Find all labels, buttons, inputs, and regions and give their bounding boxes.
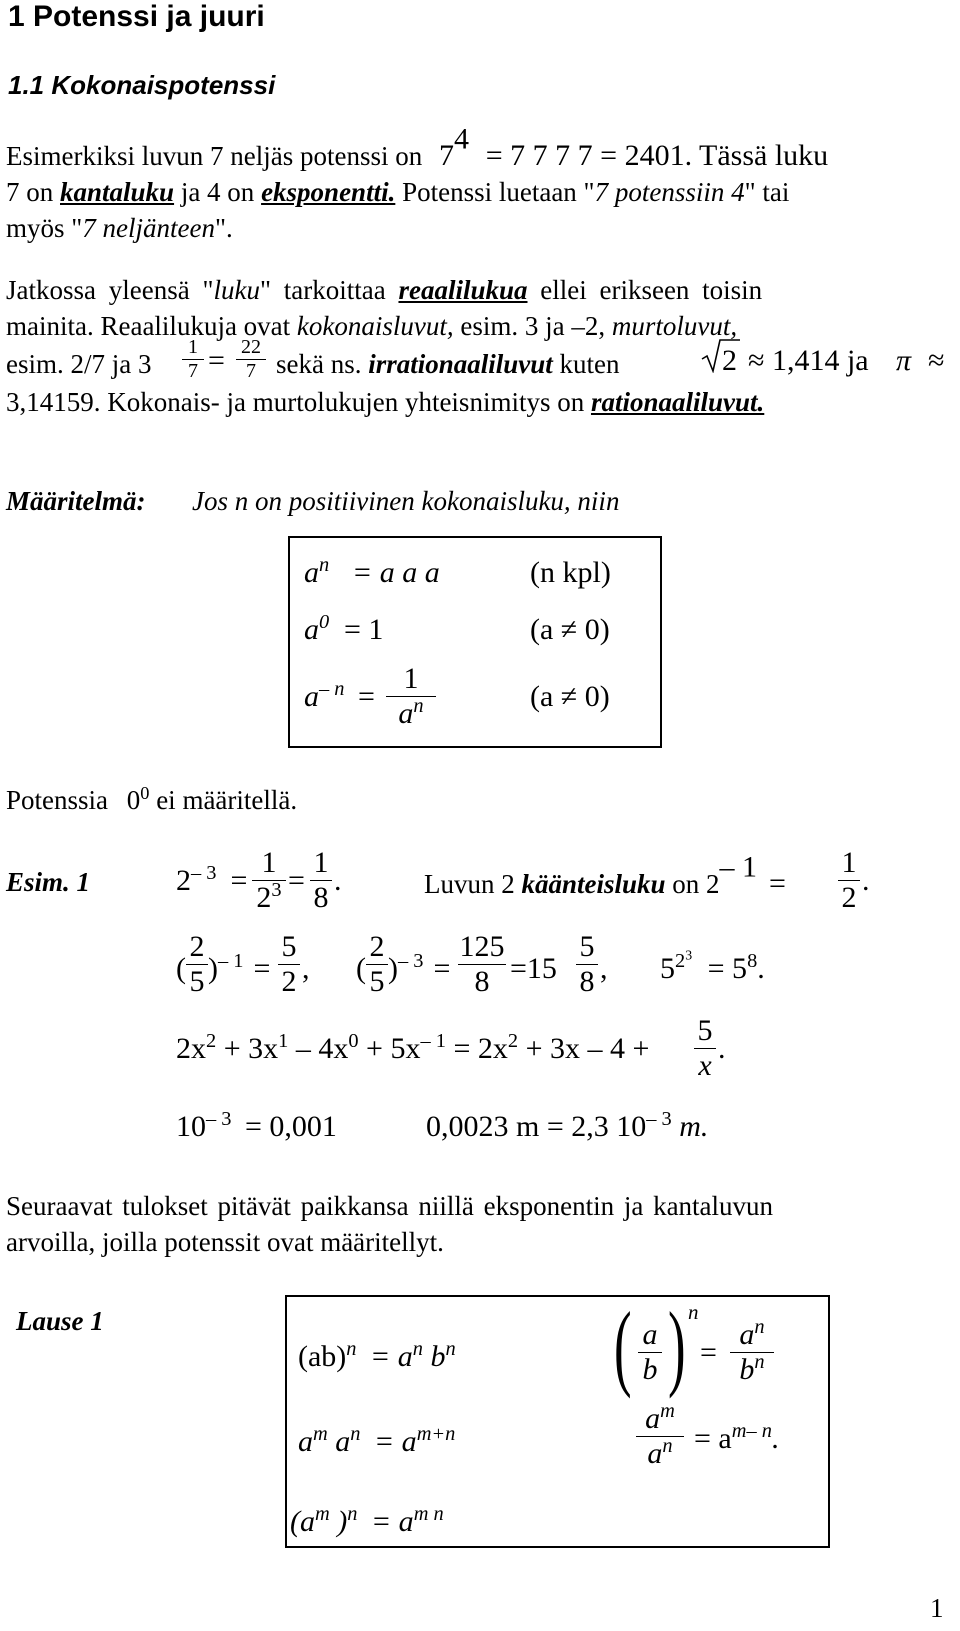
thm-bracket-close: ) xyxy=(668,1292,686,1399)
ex2-comma-2: , xyxy=(600,952,608,985)
ex2-frac-4: $\frac{125}{8}$ xyxy=(459,930,505,998)
term-eksponentti: eksponentti. xyxy=(261,177,396,207)
theorem-label: Lause 1 xyxy=(16,1306,104,1336)
term-kaanteisluku: käänteisluku xyxy=(521,869,666,899)
section-heading: 1.1 Kokonaispotenssi xyxy=(8,70,276,100)
intro-line-2: 7 on kantaluku ja 4 on eksponentti. Potenssi luetaan "7 potenssiin 4" tai xyxy=(6,177,790,207)
follow-line-2: arvoilla, joilla potenssit ovat määritellyt. xyxy=(6,1227,444,1257)
term-kantaluku: kantaluku xyxy=(60,177,175,207)
intro-line-3: myös "7 neljänteen". xyxy=(6,213,233,243)
def-row3-eq: = xyxy=(358,680,375,713)
def-row3-cond: (a ≠ 0) xyxy=(530,680,610,713)
ex1-eq2: = xyxy=(288,864,305,897)
ex2-paren-close-1: )$^{- 1}$ = xyxy=(208,949,271,985)
thm-quotient-eq: = xyxy=(700,1336,717,1369)
thm-product-power: $(ab)^n = a^n$ $b^n$ xyxy=(298,1337,456,1373)
def-row1-rhs: = a a a xyxy=(352,556,440,589)
ex1-text: Luvun 2 käänteisluku on $2^{- 1}$ = xyxy=(424,850,786,900)
reals-line-3a: esim. 2/7 ja 3 xyxy=(6,349,152,379)
reals-line-2: mainita. Reaalilukuja ovat kokonaisluvut, esim. 3 ja –2, murtoluvut, xyxy=(6,311,738,341)
equals-sign: = xyxy=(208,344,225,377)
follow-line-1: Seuraavat tulokset pitävät paikkansa niillä eksponentin ja kantaluvun xyxy=(6,1191,774,1221)
definition-label: Määritelmä: xyxy=(6,486,146,516)
def-row2-lhs: $a^0$ xyxy=(304,610,330,646)
def-row2-rhs: = 1 xyxy=(344,613,384,646)
ex2-frac-2: $\frac{5}{2}$ xyxy=(278,930,300,999)
ex1-fraction-2: $\frac{1}{8}$ xyxy=(310,846,332,915)
ex4-expression-1: $10^{- 3} = 0,001$ xyxy=(176,1107,337,1143)
sqrt-argument: 2 xyxy=(722,344,737,377)
term-rationaaliluvut: rationaaliluvut. xyxy=(590,387,765,417)
ex2-paren-open-2: ( xyxy=(356,952,366,985)
def-row3-fraction: $\frac{1}{a^n}$ xyxy=(386,662,436,731)
ex3-expression: $2x^2 + 3x^1 - 4x^0 + 5x^{- 1} = 2x^2 + 3x - 4$ + xyxy=(176,1029,650,1065)
thm-quotient-result: $\frac{a^n}{b^n}$ xyxy=(730,1318,774,1387)
ex3-fraction: $\frac{5}{x}$ xyxy=(694,1014,716,1083)
chapter-heading: 1 Potenssi ja juuri xyxy=(8,0,265,33)
fraction-22-7: $\frac{22}{7}$ xyxy=(236,336,266,383)
ex1-fraction-3: $\frac{1}{2}$ xyxy=(838,846,860,915)
pi-symbol: π xyxy=(896,344,912,377)
thm-product-same-base: $a^m$ $a^n = a^{m+n}$ xyxy=(298,1422,456,1458)
thm-bracket-open: ( xyxy=(614,1292,632,1399)
def-row1-lhs: $a^n$ xyxy=(304,553,330,589)
thm-division-result: = $a^{m- n}$. xyxy=(694,1419,780,1455)
undefined-note: Potenssia $0^0$ ei määritellä. xyxy=(6,782,298,815)
ex2-frac-1: $\frac{2}{5}$ xyxy=(186,930,208,999)
approx-sign: ≈ xyxy=(928,344,945,377)
thm-division-fraction: $\frac{a^m}{a^n}$ xyxy=(636,1402,684,1471)
ex4-expression-2: 0,0023 m = 2,3 $10^{- 3}$ m. xyxy=(426,1107,709,1143)
ex1-fraction-1: $\frac{1}{2^3}$ xyxy=(252,846,286,915)
thm-quotient-fraction: $\frac{a}{b}$ xyxy=(638,1318,662,1387)
mixed-fraction: $\frac{1}{7}$ xyxy=(182,336,204,383)
ex1-dot2: . xyxy=(862,864,870,897)
reals-line-3b: sekä ns. irrationaaliluvut kuten xyxy=(276,349,620,379)
reals-line-4: 3,14159. Kokonais- ja murtolukujen yhteisnimitys on rationaaliluvut. xyxy=(6,387,765,417)
ex2-paren-close-2: )$^{- 3}$ = xyxy=(388,949,451,985)
thm-power-of-power: ($a^m$ )$^n = a^{m n}$ xyxy=(290,1502,444,1538)
ex1-dot: . xyxy=(334,864,342,897)
ex2-power-tower: $5^{2^3} = 5^8$. xyxy=(660,948,765,985)
def-row1-cond: (n kpl) xyxy=(530,556,611,589)
def-row3-lhs: $a^{- n}$ xyxy=(304,677,345,713)
example-label: Esim. 1 xyxy=(6,867,91,897)
ex2-frac-3: $\frac{2}{5}$ xyxy=(366,930,388,999)
ex2-mixed-whole: =15 xyxy=(510,952,557,985)
intro-line-1: Esimerkiksi luvun 7 neljäs potenssi on $7^4 = 7$ 7 7 7 = 2401. Tässä luku xyxy=(6,122,829,172)
ex3-dot: . xyxy=(718,1032,726,1065)
term-irrationaaliluvut: irrationaaliluvut xyxy=(368,349,553,379)
definition-text: Jos n on positiivinen kokonaisluku, niin xyxy=(192,486,620,516)
ex1-power: $2^{- 3}$ = xyxy=(176,861,248,897)
page-number: 1 xyxy=(930,1593,944,1623)
def-row2-cond: (a ≠ 0) xyxy=(530,613,610,646)
ex2-paren-open-1: ( xyxy=(176,952,186,985)
approx-1414: ≈ 1,414 ja xyxy=(748,344,869,377)
ex2-comma-1: , xyxy=(302,952,310,985)
ex2-frac-5: $\frac{5}{8}$ xyxy=(576,930,598,999)
thm-quotient-exp: n xyxy=(688,1300,699,1324)
term-reaalilukua: reaalilukua xyxy=(398,275,528,305)
reals-line-1: Jatkossa yleensä "luku" tarkoittaa reaalilukua ellei erikseen toisin xyxy=(6,275,763,305)
